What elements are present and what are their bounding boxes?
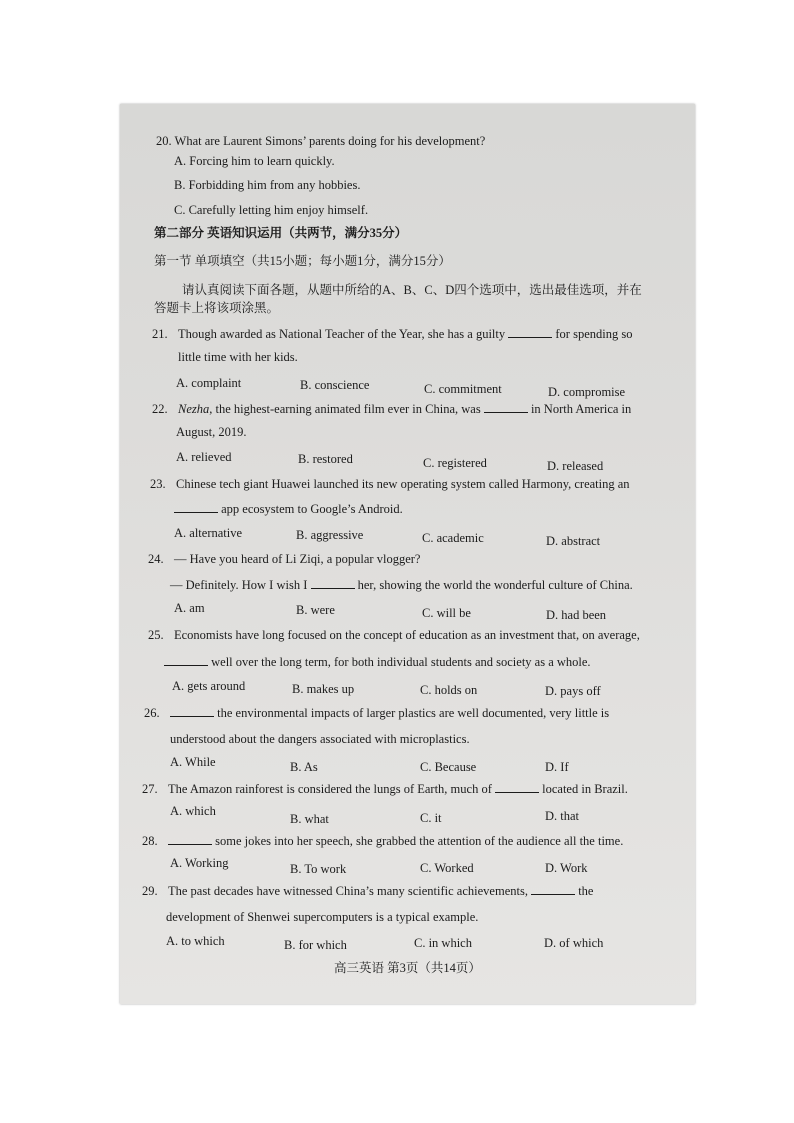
option-d: D. of which (544, 936, 604, 950)
answer-blank (531, 884, 575, 895)
question-21-line-2: little time with her kids. (178, 350, 298, 364)
question-number: 21. (152, 327, 168, 341)
option-b: B. restored (298, 452, 353, 466)
option-c: C. holds on (420, 683, 478, 697)
page-footer: 高三英语 第3页（共14页） (334, 961, 481, 975)
question-number: 28. (142, 834, 158, 848)
option-d: D. Work (545, 861, 588, 875)
question-number: 24. (148, 552, 164, 566)
option-b: B. aggressive (296, 528, 364, 542)
question-24: 24. — Have you heard of Li Ziqi, a popular vlogger? (148, 552, 421, 566)
question-29-line-2: development of Shenwei supercomputers is a typical example. (166, 910, 479, 924)
option-b: B. conscience (300, 378, 370, 392)
option-c: C. academic (422, 531, 484, 545)
q20-option-a: A. Forcing him to learn quickly. (174, 154, 335, 168)
question-23-line-2: app ecosystem to Google’s Android. (174, 502, 403, 517)
question-22: 22. Nezha, the highest-earning animated film ever in China, was in North America in (152, 402, 632, 416)
question-22-line-2: August, 2019. (176, 425, 247, 439)
option-b: B. for which (284, 938, 347, 952)
option-a: A. relieved (176, 450, 232, 464)
exam-page (120, 104, 695, 1004)
option-a: A. Working (170, 856, 229, 870)
question-29: 29. The past decades have witnessed China’s many scientific achievements, the (142, 884, 594, 898)
option-b: B. what (290, 812, 329, 826)
option-d: D. pays off (545, 684, 601, 698)
answer-blank (170, 706, 214, 717)
instruction-line-1: 请认真阅读下面各题，从题中所给的A、B、C、D四个选项中，选出最佳选项，并在 (182, 283, 642, 297)
part-title: 第二部分 英语知识运用（共两节，满分35分） (154, 226, 408, 240)
option-d: D. that (545, 809, 580, 823)
option-b: B. makes up (292, 682, 355, 696)
question-number: 23. (150, 477, 166, 491)
option-a: A. to which (166, 934, 225, 948)
question-27: 27. The Amazon rainforest is considered the lungs of Earth, much of located in Brazil. (142, 782, 628, 796)
q20-option-c: C. Carefully letting him enjoy himself. (174, 203, 369, 217)
option-d: D. If (545, 760, 569, 774)
option-c: C. Because (420, 760, 477, 774)
answer-blank (174, 502, 218, 513)
question-23: 23. Chinese tech giant Huawei launched its new operating system called Harmony, creating an (150, 477, 630, 491)
answer-blank (168, 834, 212, 845)
option-c: C. commitment (424, 382, 502, 396)
question-number: 25. (148, 628, 164, 642)
question-number: 29. (142, 884, 158, 898)
option-c: C. in which (414, 936, 472, 950)
option-d: D. released (547, 459, 604, 473)
q20-stem: 20. What are Laurent Simons’ parents doing for his development? (156, 134, 486, 148)
option-a: A. which (170, 804, 216, 818)
answer-blank (508, 327, 552, 338)
section-subtitle: 第一节 单项填空（共15小题；每小题1分，满分15分） (154, 254, 451, 268)
answer-blank (311, 578, 355, 589)
question-26: 26. the environmental impacts of larger plastics are well documented, very little is (144, 706, 610, 720)
option-d: D. had been (546, 608, 607, 622)
option-b: B. To work (290, 862, 347, 876)
question-24-line-2: — Definitely. How I wish I her, showing the world the wonderful culture of China. (170, 578, 633, 592)
option-a: A. While (170, 755, 216, 769)
answer-blank (495, 782, 539, 793)
option-a: A. gets around (172, 679, 246, 693)
answer-blank (164, 655, 208, 666)
option-d: D. compromise (548, 385, 626, 399)
question-number: 26. (144, 706, 160, 720)
instruction-line-2: 答题卡上将该项涂黑。 (154, 301, 280, 315)
option-c: C. Worked (420, 861, 474, 875)
option-c: C. will be (422, 606, 471, 620)
option-c: C. it (420, 811, 442, 825)
question-25-line-2: well over the long term, for both individual students and society as a whole. (164, 655, 591, 670)
option-c: C. registered (423, 456, 487, 470)
option-a: A. am (174, 601, 205, 615)
option-b: B. As (290, 760, 318, 774)
q20-option-b: B. Forbidding him from any hobbies. (174, 178, 361, 192)
question-28: 28. some jokes into her speech, she grabbed the attention of the audience all the time. (142, 834, 624, 848)
question-21: 21. Though awarded as National Teacher of the Year, she has a guilty for spending so (152, 327, 633, 341)
question-number: 22. (152, 402, 168, 416)
question-26-line-2: understood about the dangers associated with microplastics. (170, 732, 470, 746)
question-number: 27. (142, 782, 158, 796)
option-a: A. complaint (176, 376, 242, 390)
question-25: 25. Economists have long focused on the concept of education as an investment that, on average, (148, 628, 640, 642)
option-b: B. were (296, 603, 335, 617)
answer-blank (484, 402, 528, 413)
option-d: D. abstract (546, 534, 601, 548)
option-a: A. alternative (174, 526, 243, 540)
